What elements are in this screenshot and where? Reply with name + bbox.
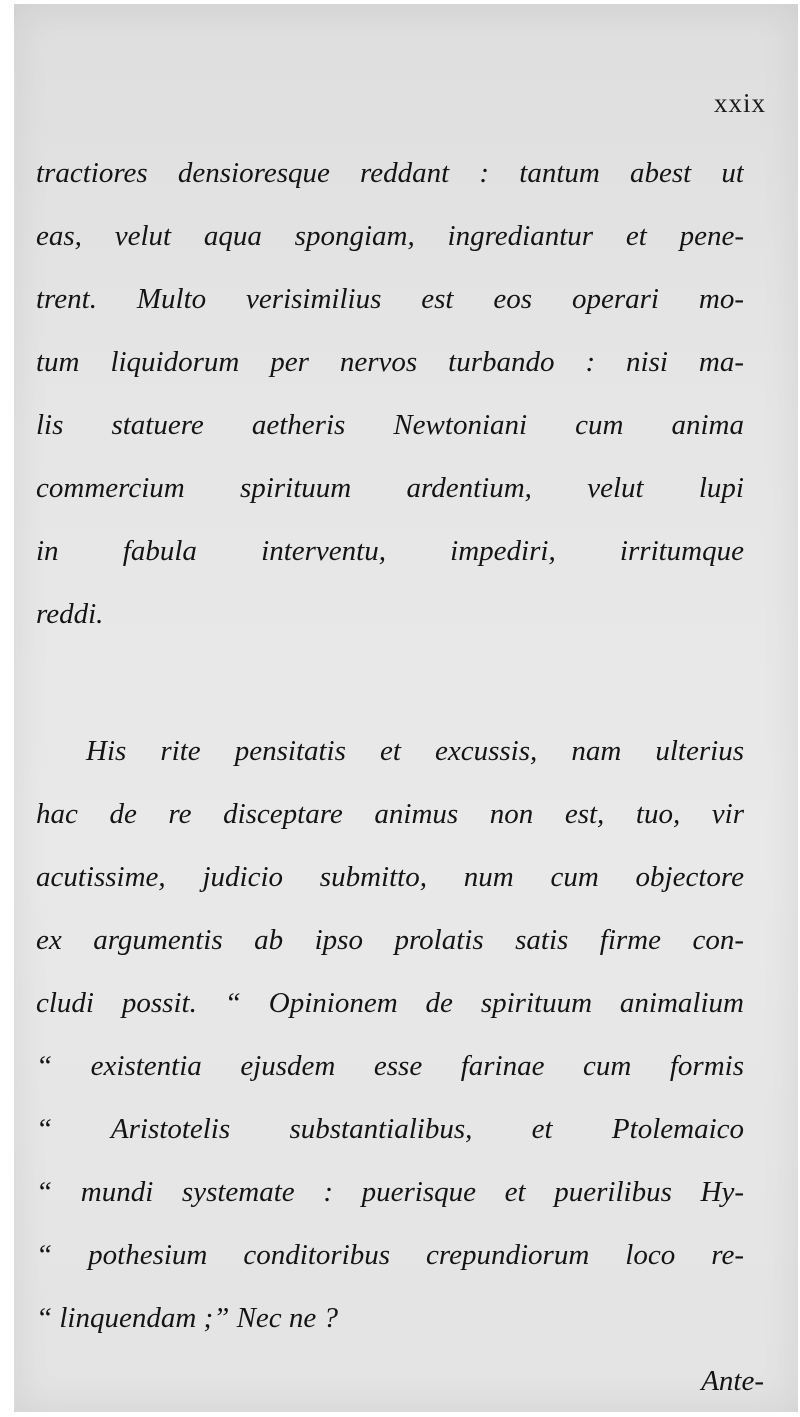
paragraph-2 — [36, 720, 744, 1350]
text-line: lis statuere aetheris Newtoniani cum anima — [36, 409, 744, 441]
text-line: in fabula interventu, impediri, irritumque — [36, 535, 744, 567]
text-line: trent. Multo verisimilius est eos operari mo- — [36, 283, 744, 315]
catchword: Ante- — [701, 1365, 764, 1397]
text-line: “ Aristotelis substantialibus, et Ptolemaico — [36, 1113, 744, 1145]
text-line: “ existentia ejusdem esse farinae cum formis — [36, 1050, 744, 1082]
text-line: tractiores densioresque reddant : tantum abest ut — [36, 157, 744, 189]
text-line: tum liquidorum per nervos turbando : nisi ma- — [36, 346, 744, 378]
text-line: cludi possit. “ Opinionem de spirituum animalium — [36, 987, 744, 1019]
text-line: acutissime, judicio submitto, num cum objectore — [36, 861, 744, 893]
text-line: hac de re disceptare animus non est, tuo, vir — [36, 798, 744, 830]
text-line: reddi. — [36, 598, 104, 630]
scan-left-margin — [0, 0, 14, 1417]
text-line: His rite pensitatis et excussis, nam ulterius — [86, 735, 744, 767]
text-line: eas, velut aqua spongiam, ingrediantur et pene- — [36, 220, 744, 252]
text-line: “ pothesium conditoribus crepundiorum loco re- — [36, 1239, 744, 1271]
paragraph-1 — [36, 142, 744, 646]
page-number: xxix — [713, 88, 766, 118]
text-line: “ linquendam ;” Nec ne ? — [36, 1302, 339, 1334]
text-line: commercium spirituum ardentium, velut lupi — [36, 472, 744, 504]
text-line: ex argumentis ab ipso prolatis satis firme con- — [36, 924, 744, 956]
text-line: “ mundi systemate : puerisque et puerilibus Hy- — [36, 1176, 744, 1208]
